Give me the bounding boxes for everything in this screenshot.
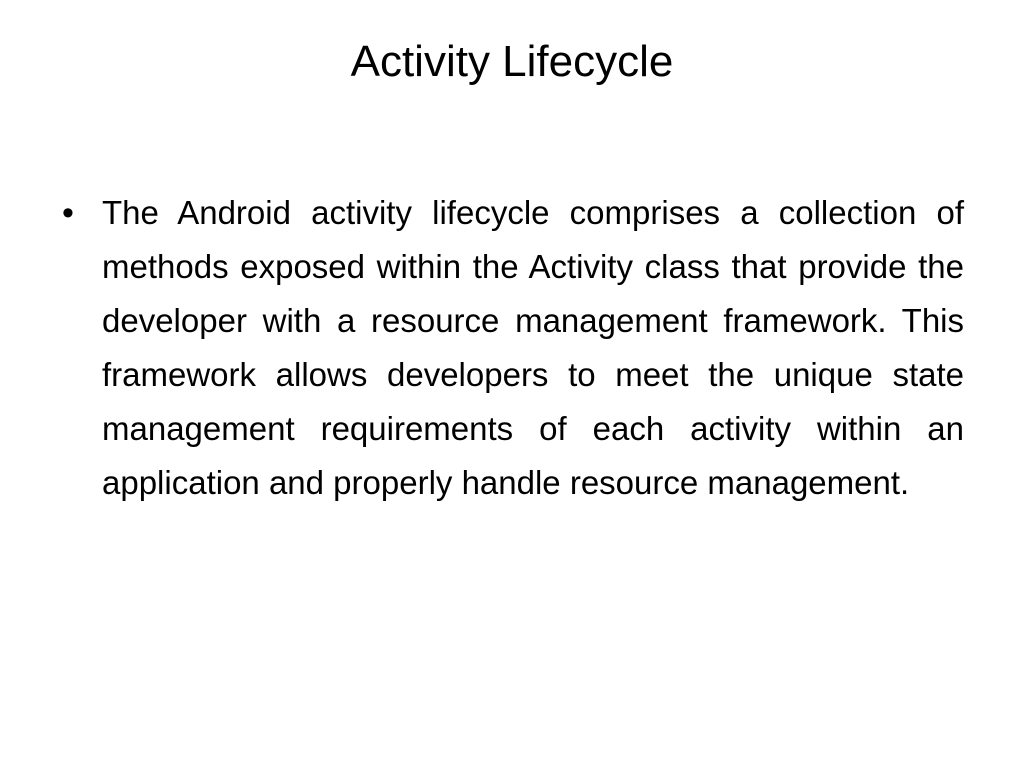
slide-content xyxy=(62,186,964,510)
bullet-item xyxy=(62,186,964,510)
bullet-icon: • xyxy=(62,194,74,232)
slide-title: Activity Lifecycle xyxy=(350,37,674,86)
bullet-text: The Android activity lifecycle comprises a collection of methods exposed within the Activity class that provide the developer with a resource management framework. This framework allows developers to meet the unique state management requirements of each activity within an application and properly handle resource management. xyxy=(102,194,964,501)
